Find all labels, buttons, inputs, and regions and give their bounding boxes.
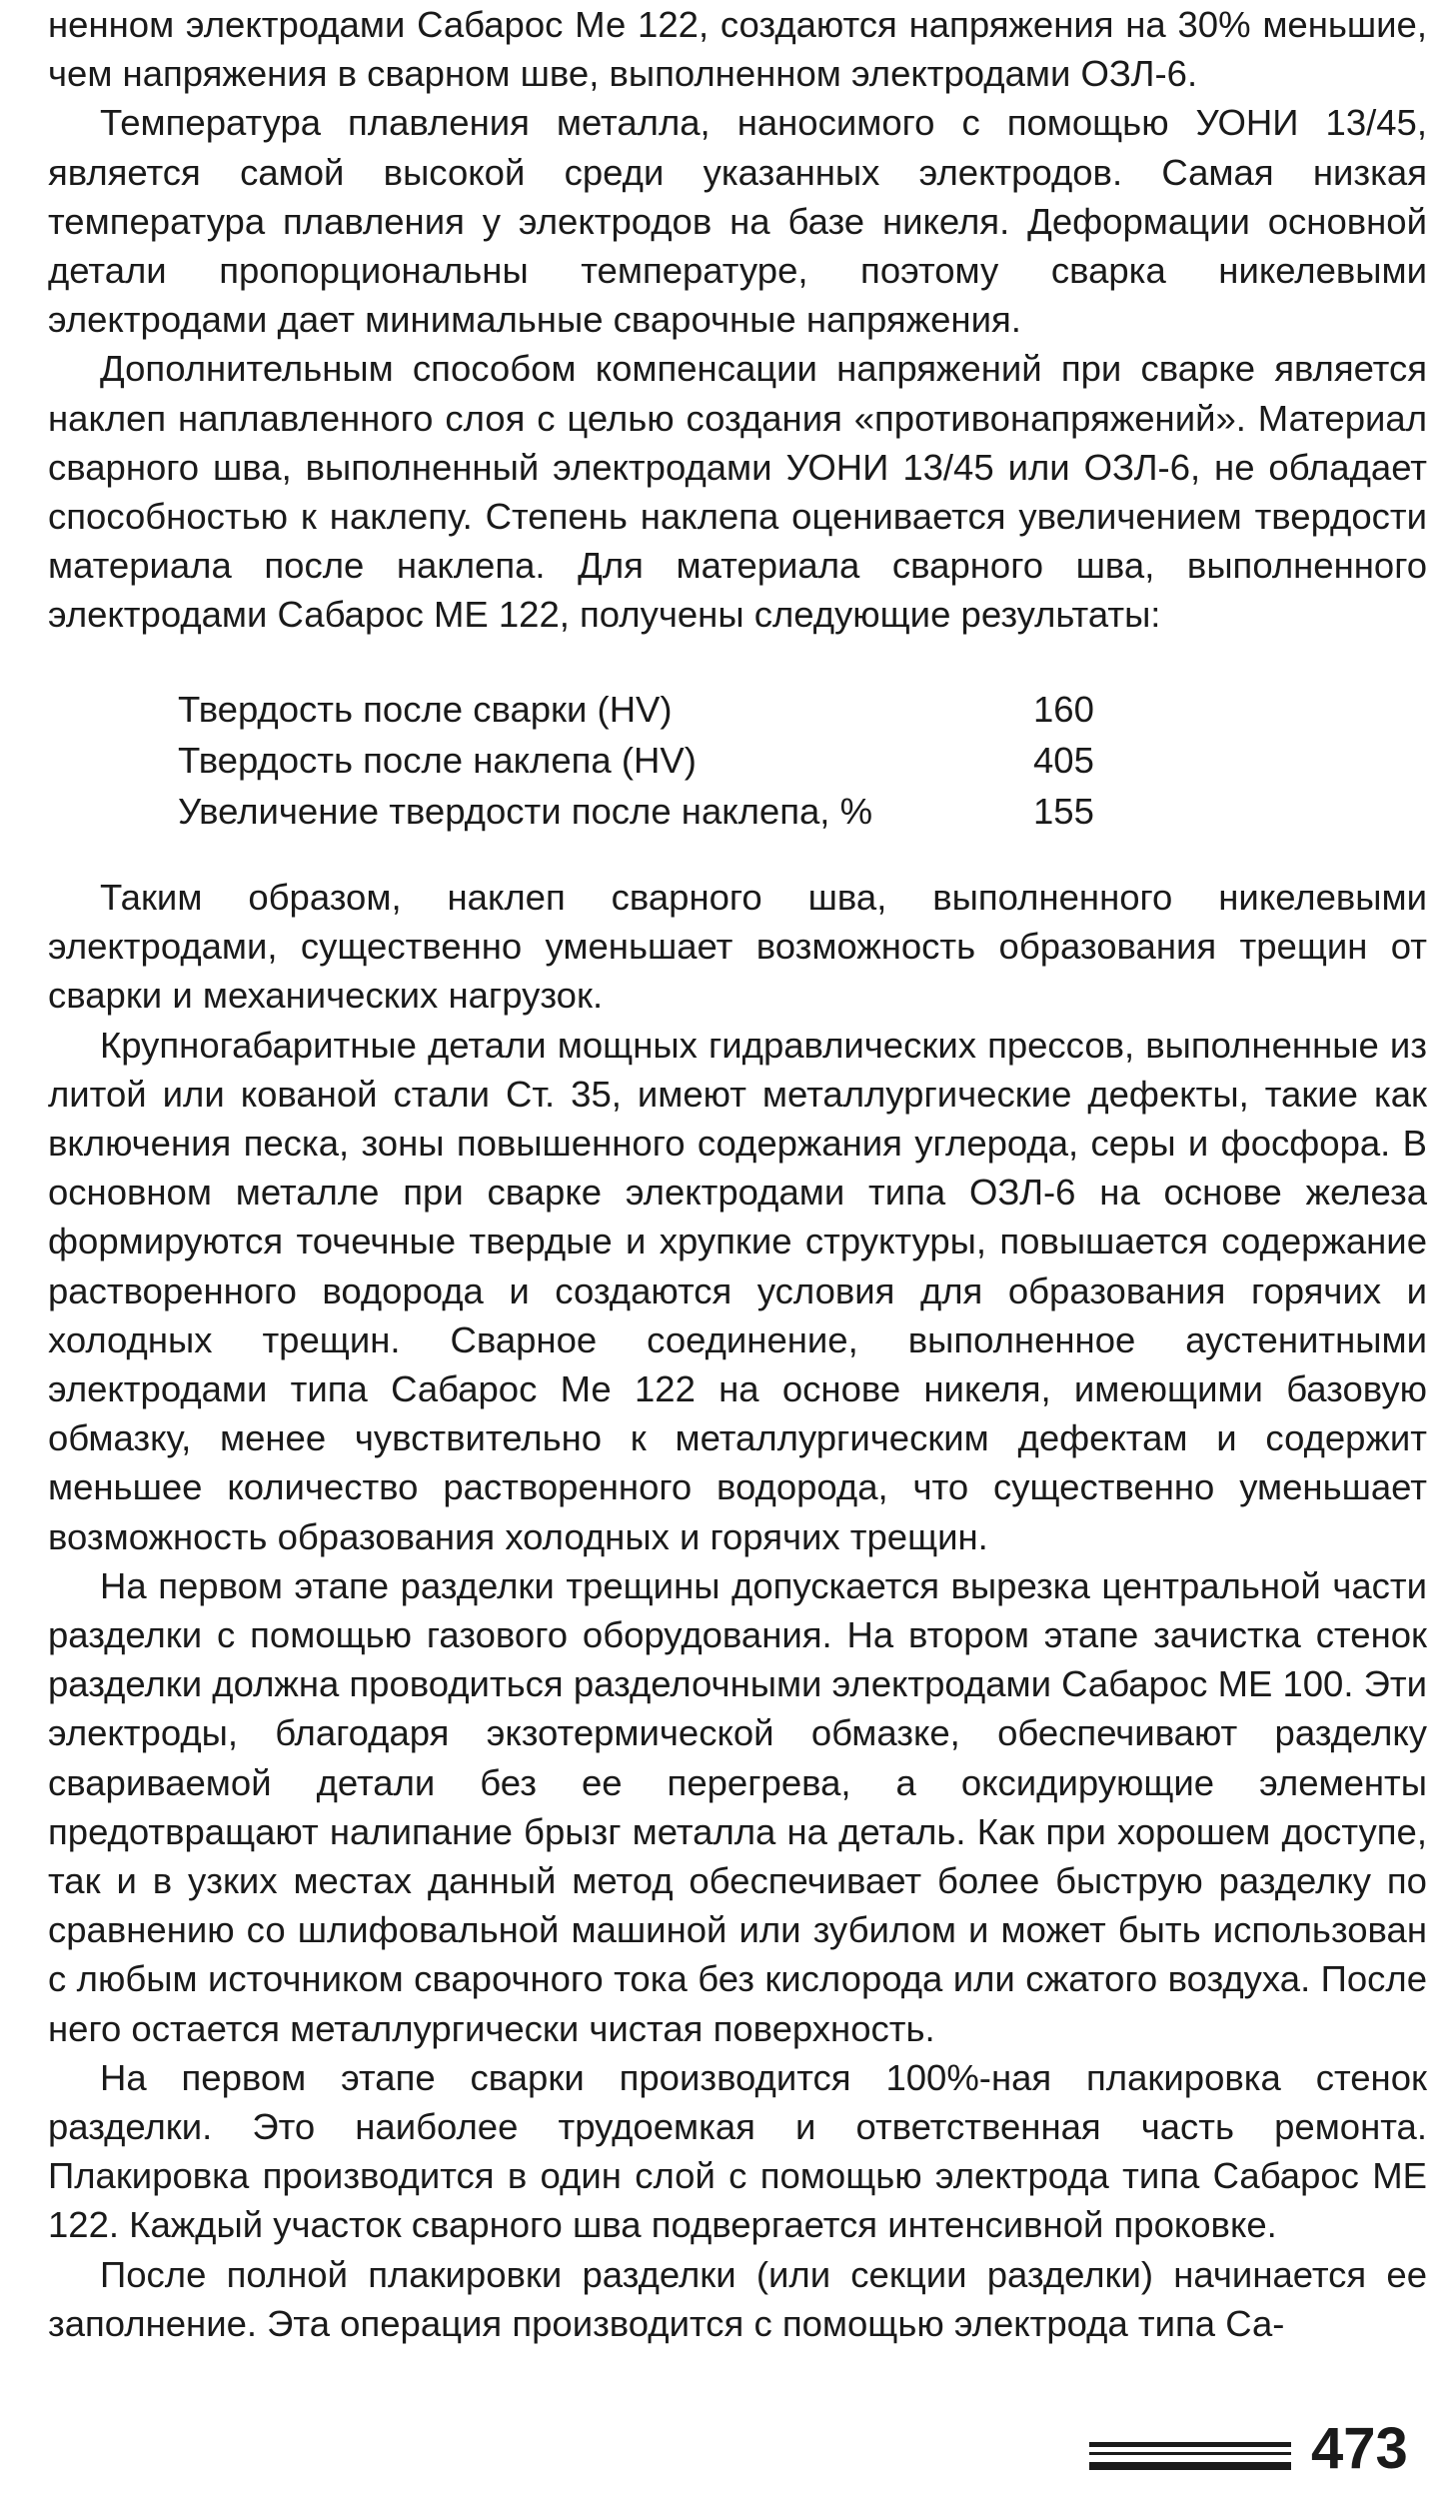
hardness-table — [178, 684, 1177, 837]
hardness-value: 155 — [1033, 791, 1094, 832]
hardness-value: 405 — [1033, 740, 1094, 781]
page-number: 473 — [1311, 2416, 1408, 2481]
paragraph: Крупногабаритные детали мощных гидравлических прессов, выполненные из литой или кованой стали Ст. 35, имеют металлургические дефекты, такие как включения песка, зоны повышенного содержания углерода, серы и фосфора. В основном металле при сварке электродами типа ОЗЛ-6 на основе железа формируются точечные твердые и хрупкие структуры, повышается содержание растворенного водорода и создаются условия для образования горячих и холодных трещин. Сварное соединение, выполненное аустенитными электродами типа Сабарос Ме 122 на основе никеля, имеющими базовую обмазку, менее чувствительно к металлургическим дефектам и содержит меньшее количество растворенного водорода, что существенно уменьшает возможность образования холодных и горячих трещин. — [48, 1024, 1427, 1557]
paragraph: Температура плавления металла, наносимого с помощью УОНИ 13/45, является самой высокой среди указанных электродов. Самая низкая температура плавления у электродов на базе никеля. Деформации основной детали пропорциональны температуре, поэтому сварка никелевыми электродами дает минимальные сварочные напряжения. — [48, 102, 1427, 341]
hardness-label: Твердость после сварки (HV) — [178, 689, 673, 730]
text-block-bottom — [48, 873, 1427, 2348]
paragraph: После полной плакировки разделки (или секции разделки) начинается ее заполнение. Эта операция производится с помощью электрода типа Са- — [48, 2253, 1427, 2344]
footer-decorative-rules — [1089, 2442, 1291, 2470]
hardness-row — [178, 735, 1177, 786]
paragraph: Дополнительным способом компенсации напряжений при сварке является наклеп наплавленного слоя с целью создания «противонапряжений». Материал сварного шва, выполненный электродами УОНИ 13/45 или ОЗЛ-6, не обладает способностью к наклепу. Степень наклепа оценивается увеличением твердости материала после наклепа. Для материала сварного шва, выполненного электродами Сабарос МЕ 122, получены следующие результаты: — [48, 348, 1427, 636]
footer-rule — [1089, 2452, 1291, 2455]
paragraph: Таким образом, наклеп сварного шва, выполненного никелевыми электродами, существенно уменьшает возможность образования трещин от сварки и механических нагрузок. — [48, 877, 1427, 1017]
paragraph: На первом этапе разделки трещины допускается вырезка центральной части разделки с помощью газового оборудования. На втором этапе зачистка стенок разделки должна проводиться разделочными электродами Сабарос МЕ 100. Эти электроды, благодаря экзотермической обмазке, обеспечивают разделку свариваемой детали без ее перегрева, а оксидирующие элементы предотвращают налипание брызг металла на деталь. Как при хорошем доступе, так и в узких местах данный метод обеспечивает более быструю разделку по сравнению со шлифовальной машиной или зубилом и может быть использован с любым источником сварочного тока без кислорода или сжатого воздуха. После него остается металлургически чистая поверхность. — [48, 1564, 1427, 2049]
footer-rule — [1089, 2442, 1291, 2447]
hardness-label: Твердость после наклепа (HV) — [178, 740, 697, 781]
paragraph: ненном электродами Сабарос Ме 122, создаются напряжения на 30% меньшие, чем напряжения в сварном шве, выполненном электродами ОЗЛ-6. — [48, 4, 1427, 95]
text-block-top — [48, 0, 1427, 640]
hardness-row — [178, 684, 1177, 735]
footer-rule — [1089, 2462, 1291, 2470]
paragraph: На первом этапе сварки производится 100%-ная плакировка стенок разделки. Это наиболее трудоемкая и ответственная часть ремонта. Плакировка производится в один слой с помощью электрода типа Сабарос МЕ 122. Каждый участок сварного шва подвергается интенсивной проковке. — [48, 2056, 1427, 2246]
hardness-row — [178, 786, 1177, 837]
hardness-label: Увеличение твердости после наклепа, % — [178, 791, 873, 832]
hardness-value: 160 — [1033, 689, 1094, 730]
